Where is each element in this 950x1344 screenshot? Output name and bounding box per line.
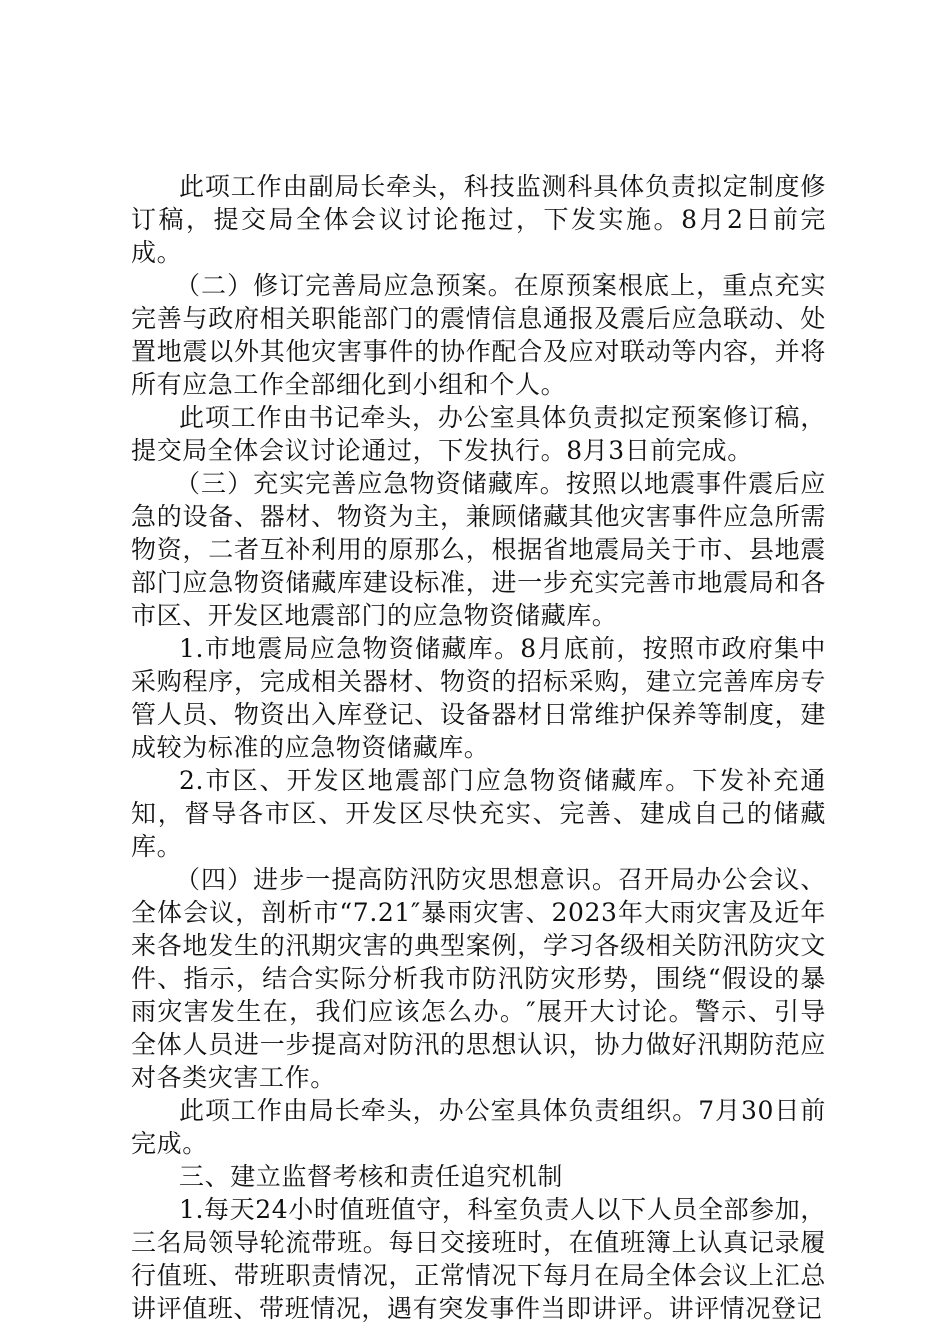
paragraph-5: 1.市地震局应急物资储藏库。8月底前，按照市政府集中采购程序，完成相关器材、物资的招标采购，建立完善库房专管人员、物资出入库登记、设备器材日常维护保养等制度，建成较为标准的应急物资储藏库。: [131, 634, 826, 762]
paragraph-3: 此项工作由书记牵头，办公室具体负责拟定预案修订稿，提交局全体会议讨论通过，下发执行。8月3日前完成。: [131, 403, 826, 465]
paragraph-1: 此项工作由副局长牵头，科技监测科具体负责拟定制度修订稿，提交局全体会议讨论拖过，下发实施。8月2日前完成。: [131, 172, 826, 267]
paragraph-9: 1.每天24小时值班值守，科室负责人以下人员全部参加，三名局领导轮流带班。每日交接班时，在值班簿上认真记录履行值班、带班职责情况，正常情况下每月在局全体会议上汇总讲评值班、带班情况，遇有突发事件当即讲评。讲评情况登记: [131, 1195, 826, 1323]
paragraph-8: 此项工作由局长牵头，办公室具体负责组织。7月30日前完成。: [131, 1096, 826, 1158]
paragraph-7: （四）进步一提高防汛防灾思想意识。召开局办公会议、全体会议，剖析市“7.21″暴雨灾害、2023年大雨灾害及近年来各地发生的汛期灾害的典型案例，学习各级相关防汛防灾文件、指示，结合实际分析我市防汛防灾形势，围绕“假设的暴雨灾害发生在，我们应该怎么办。″展开大讨论。警示、引导全体人员进一步提高对防汛的思想认识，协力做好汛期防范应对各类灾害工作。: [131, 865, 826, 1092]
paragraph-2: （二）修订完善局应急预案。在原预案根底上，重点充实完善与政府相关职能部门的震情信息通报及震后应急联动、处置地震以外其他灾害事件的协作配合及应对联动等内容，并将所有应急工作全部细化到小组和个人。: [131, 271, 826, 399]
section-heading-3: 三、建立监督考核和责任追究机制: [179, 1162, 564, 1191]
paragraph-6: 2.市区、开发区地震部门应急物资储藏库。下发补充通知，督导各市区、开发区尽快充实、完善、建成自己的储藏库。: [131, 766, 826, 861]
document-body: [131, 170, 826, 1325]
paragraph-4: （三）充实完善应急物资储藏库。按照以地震事件震后应急的设备、器材、物资为主，兼顾储藏其他灾害事件应急所需物资，二者互补利用的原那么，根据省地震局关于市、县地震部门应急物资储藏库建设标准，进一步充实完善市地震局和各市区、开发区地震部门的应急物资储藏库。: [131, 469, 826, 630]
